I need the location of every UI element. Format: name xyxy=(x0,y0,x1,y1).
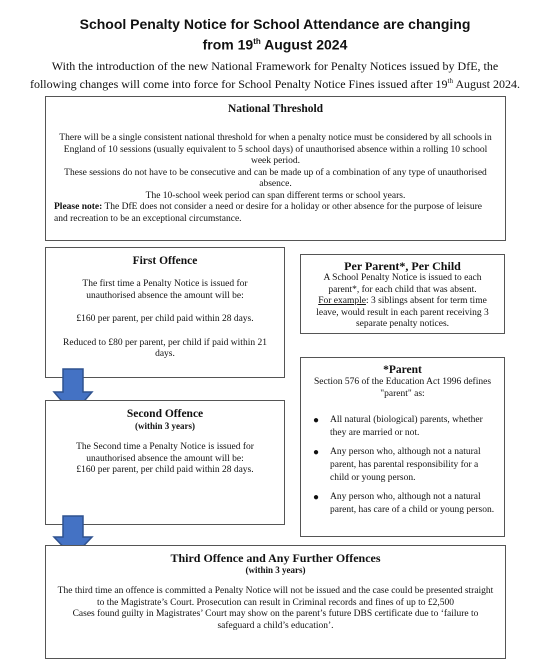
per-parent-example xyxy=(309,296,496,331)
title-date-text: from 19 xyxy=(202,36,254,53)
third-offence-heading: Third Offence and Any Further Offences xyxy=(170,551,381,565)
second-offence-text-1: The Second time a Penalty Notice is issued for unauthorised absence the amount will be: xyxy=(76,442,254,464)
list-item xyxy=(307,414,498,440)
intro-date-suffix: th xyxy=(447,77,453,85)
bullet-icon: ● xyxy=(313,492,320,503)
third-offence-text-1: The third time an offence is committed a Penalty Notice will not be issued and the case could be presented straight to the Magistrate’s Court. Prosecution can result in Criminal records and fines of up to £2,500 xyxy=(57,586,494,608)
note-label: Please note: xyxy=(54,202,103,212)
bullet-icon: ● xyxy=(313,415,320,426)
example-label: For example xyxy=(318,296,366,306)
second-offence-heading: Second Offence xyxy=(126,408,204,420)
list-item xyxy=(307,491,498,517)
intro-text: With the introduction of the new National Framework for Penalty Notices issued by DfE, the following changes will come into force for School Penalty Notice Fines issued after 19 xyxy=(29,59,499,91)
intro-text-end: August 2024. xyxy=(453,77,521,91)
title-line-1: School Penalty Notice for School Attendance are changing xyxy=(79,16,471,32)
parent-definition-intro: Section 576 of the Education Act 1996 defines "parent" as: xyxy=(313,377,492,399)
list-item xyxy=(307,446,498,485)
list-item-text: Any person who, although not a natural parent, has care of a child or young person. xyxy=(330,492,495,515)
national-threshold-box xyxy=(45,96,506,241)
national-threshold-heading: National Threshold xyxy=(227,103,324,115)
national-threshold-text-1: There will be a single consistent national threshold for when a penalty notice must be considered by all schools in England of 10 sessions (usually equivalent to 5 school days) of unauthorised absence within a rolling 10 school week period. xyxy=(59,133,492,166)
note-text: The DfE does not consider a need or desire for a holiday or other absence for the purpose of leisure and recreation to be an exceptional circumstance. xyxy=(54,202,482,224)
parent-definition-heading: *Parent xyxy=(383,364,422,376)
national-threshold-text-2: These sessions do not have to be consecutive and can be made up of a combination of any type of unauthorised absence. xyxy=(64,167,487,189)
title-date-suffix: th xyxy=(253,37,261,46)
per-parent-text: A School Penalty Notice is issued to each parent*, for each child that was absent. xyxy=(323,273,482,295)
bullet-icon: ● xyxy=(313,447,320,458)
first-offence-heading: First Offence xyxy=(132,255,198,267)
example-text: : 3 siblings absent for term time leave, would result in each parent receiving 3 separate penalty notices. xyxy=(316,296,489,329)
second-offence-text-2: £160 per parent, per child paid within 28 days. xyxy=(76,465,254,475)
first-offence-text-1: The first time a Penalty Notice is issued for unauthorised absence the amount will be: xyxy=(82,279,248,301)
national-threshold-text-3: The 10-school week period can span different terms or school years. xyxy=(145,190,406,201)
parent-definition-list xyxy=(307,414,498,517)
first-offence-box xyxy=(45,247,285,378)
per-parent-heading: Per Parent*, Per Child xyxy=(344,259,461,273)
list-item-text: Any person who, although not a natural parent, has parental responsibility for a child or young person. xyxy=(330,447,481,483)
national-threshold-note xyxy=(54,202,497,225)
first-offence-text-2: £160 per parent, per child paid within 28 days. xyxy=(76,314,254,324)
per-parent-box xyxy=(300,254,505,334)
first-offence-text-3: Reduced to £80 per parent, per child if paid within 21 days. xyxy=(63,337,267,359)
parent-definition-box xyxy=(300,357,505,537)
second-offence-subheading: (within 3 years) xyxy=(135,421,195,431)
list-item-text: All natural (biological) parents, whether they are married or not. xyxy=(330,415,483,438)
second-offence-box xyxy=(45,400,285,525)
page-title xyxy=(0,16,550,54)
third-offence-subheading: (within 3 years) xyxy=(245,565,306,575)
title-line-2 xyxy=(0,33,550,54)
intro-paragraph xyxy=(28,59,522,92)
third-offence-box xyxy=(45,545,506,659)
title-date-month: August 2024 xyxy=(260,36,348,53)
third-offence-text-2: Cases found guilty in Magistrates’ Court may show on the parent’s future DBS certificate due to ‘failure to safeguard a child’s education’. xyxy=(72,609,479,631)
